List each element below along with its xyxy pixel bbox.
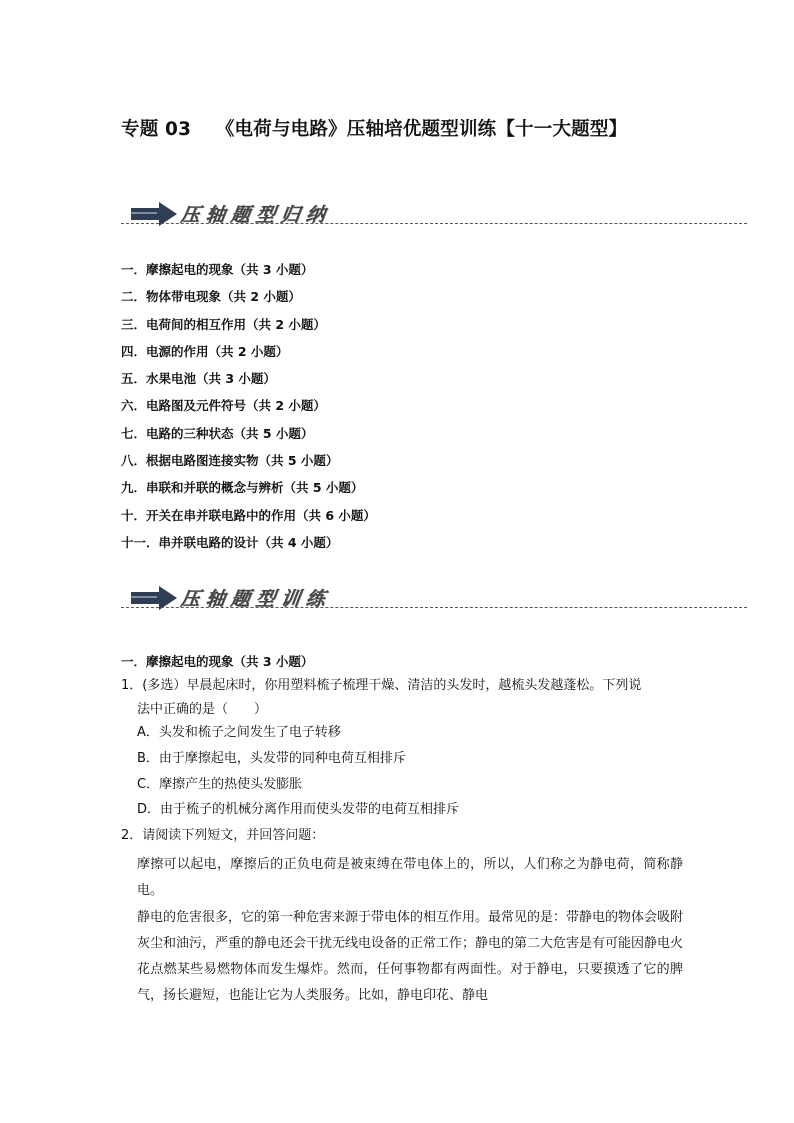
question-2-paragraph-2: 静电的危害很多，它的第一种危害来源于带电体的相互作用。最常见的是：带静电的物体会吸附灰尘和油污，严重的静电还会干扰无线电设备的正常工作；静电的第二大危害是有可能因静电火花点燃某些易燃物体而发生爆炸。然而，任何事物都有两面性。对于静电，只要摸透了它的脾气，扬长避短，也能让它为人类服务。比如，静电印花、静电	[137, 909, 684, 1004]
document-title	[121, 115, 627, 141]
question-2-stem: 2．请阅读下列短文，并回答问题：	[121, 828, 325, 844]
topic-list-item: 八．根据电路图连接实物（共 5 小题）	[121, 453, 339, 469]
topic-list-item: 五．水果电池（共 3 小题）	[121, 371, 276, 387]
topic-list-item: 九．串联和并联的概念与辨析（共 5 小题）	[121, 480, 364, 496]
topic-list-item: 一．摩擦起电的现象（共 3 小题）	[121, 262, 314, 277]
question-1-stem: 1．(多选）早晨起床时，你用塑料梳子梳理干燥、清洁的头发时，越梳头发越蓬松。下列说	[121, 678, 642, 693]
topic-list-item: 十一．串并联电路的设计（共 4 小题）	[121, 534, 339, 550]
question-1-stem-cont: 法中正确的是（ ）	[137, 701, 268, 717]
section-divider	[121, 223, 747, 224]
question-1-option-d: D．由于梳子的机械分离作用而使头发带的电荷互相排斥	[137, 802, 460, 818]
topic-title: 《电荷与电路》压轴培优题型训练【十一大题型】	[215, 119, 628, 140]
topic-list-item: 四．电源的作用（共 2 小题）	[121, 343, 289, 359]
question-content	[121, 652, 684, 1009]
question-1-option-b: B．由于摩擦起电，头发带的同种电荷互相排斥	[137, 750, 406, 766]
topic-list-item: 六．电路图及元件符号（共 2 小题）	[121, 398, 326, 414]
topic-number: 专题 03	[121, 119, 192, 140]
section-label-summary: 压轴题型归纳	[179, 204, 333, 226]
topic-list-item: 二．物体带电现象（共 2 小题）	[121, 289, 301, 305]
question-2-paragraph-1: 摩擦可以起电，摩擦后的正负电荷是被束缚在带电体上的，所以，人们称之为静电荷，简称静电。	[137, 857, 683, 899]
question-section-title: 一．摩擦起电的现象（共 3 小题）	[121, 654, 314, 669]
topic-list-item: 三．电荷间的相互作用（共 2 小题）	[121, 316, 326, 332]
section-divider	[121, 607, 747, 608]
topic-list-item: 七．电路的三种状态（共 5 小题）	[121, 425, 314, 441]
section-label-training: 压轴题型训练	[179, 588, 333, 610]
topic-list	[121, 260, 376, 560]
question-1-option-a: A．头发和梳子之间发生了电子转移	[137, 725, 341, 740]
section-header-training	[121, 580, 747, 620]
question-1-option-c: C．摩擦产生的热使头发膨胀	[137, 776, 303, 792]
section-header-summary	[121, 196, 747, 236]
topic-list-item: 十．开关在串并联电路中的作用（共 6 小题）	[121, 507, 376, 523]
